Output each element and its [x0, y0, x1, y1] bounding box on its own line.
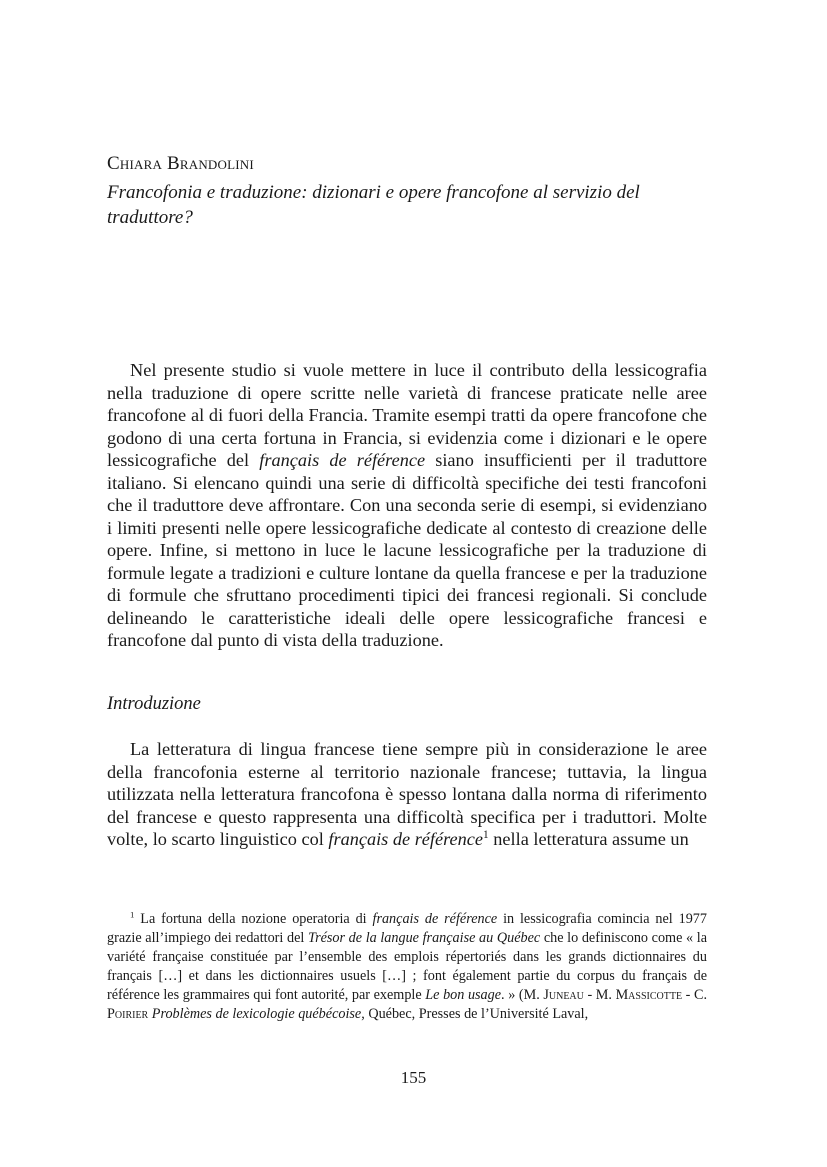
body-text-2: nella letteratura assume un — [488, 829, 689, 849]
footnote-text-6: - C. — [682, 987, 708, 1003]
footnote-number: 1 — [130, 909, 135, 920]
abstract-text-1: Nel presente studio si vuole mettere in luce il contributo della lessicografia nella traduzione di opere scritte nelle varietà di francese praticate nelle aree francofone al di fuori della Francia. Tramite esempi tratti da opere francofone che godono di una certa fortuna in Francia, si evidenzia come i dizionari e le opere lessicografiche del — [107, 360, 707, 470]
footnote-author: Juneau — [543, 987, 584, 1003]
article-title: Francofonia e traduzione: dizionari e opere francofone al servizio del traduttore? — [107, 182, 640, 228]
abstract-text-2: siano insufficienti per il traduttore italiano. Si elencano quindi una serie di difficoltà specifiche dei testi francofoni che il traduttore deve affrontare. Con una seconda serie di esempi, si evidenziano i limiti presenti nelle opere lessicografiche dedicate al contesto di creazione delle opere. Infine, si mettono in luce le lacune lessicografiche per la traduzione di formule legate a tradizioni e culture lontane da quella francese e per la traduzione di formule che sfruttano procedimenti tipici dei francesi regionali. Si conclude delineando le caratteristiche ideali delle opere lessicografiche francesi e francofone dal punto di vista della traduzione. — [107, 450, 707, 650]
footnote-text-2: in lessicografia comincia nel 1977 grazie all’impiego dei redattori del — [107, 911, 707, 946]
footnote-work-title: Le bon usage — [425, 987, 502, 1003]
footnote-work-title: Problèmes de lexicologie québécoise — [151, 1006, 362, 1022]
abstract — [107, 359, 707, 652]
footnote-text-4: . » (M. — [501, 987, 544, 1003]
footnote-text-1: La fortuna della nozione operatoria di — [134, 911, 373, 927]
footnote-work-title: Trésor de la langue française au Québec — [307, 930, 541, 946]
footnote-text-3: che lo definiscono come « la variété française constituée par l’ensemble des emplois répertoriés dans les grands dictionnaires du français […] et dans les dictionnaires usuels […] ; font également partie du corpus du français de référence les grammaires qui font autorité, par exemple — [107, 930, 707, 1003]
abstract-term: français de référence — [259, 450, 426, 470]
section-heading: Introduzione — [107, 694, 201, 714]
body-term: français de référence — [328, 829, 484, 849]
footnote-paragraph — [107, 910, 707, 1024]
author-name: Chiara Brandolini — [107, 153, 254, 174]
footnote-author: Massicotte — [615, 987, 683, 1003]
abstract-paragraph — [107, 359, 707, 652]
footnote-text-5: - M. — [583, 987, 616, 1003]
body-text — [107, 738, 707, 851]
footnote-reference: 1 — [483, 828, 489, 841]
body-paragraph — [107, 738, 707, 851]
footnote — [107, 910, 707, 1024]
footnote-term: français de référence — [372, 911, 498, 927]
body-text-1: La letteratura di lingua francese tiene sempre più in considerazione le aree della francofonia esterne al territorio nazionale francese; tuttavia, la lingua utilizzata nella letteratura francofona è spesso lontana dalla norma di riferimento del francese e questo rappresenta una difficoltà specifica per i traduttori. Molte volte, lo scarto linguistico col — [107, 739, 707, 849]
footnote-author: Poirier — [107, 1006, 149, 1022]
footnote-text-8: , Québec, Presses de l’Université Laval, — [361, 1006, 589, 1022]
page-number: 155 — [400, 1068, 427, 1087]
